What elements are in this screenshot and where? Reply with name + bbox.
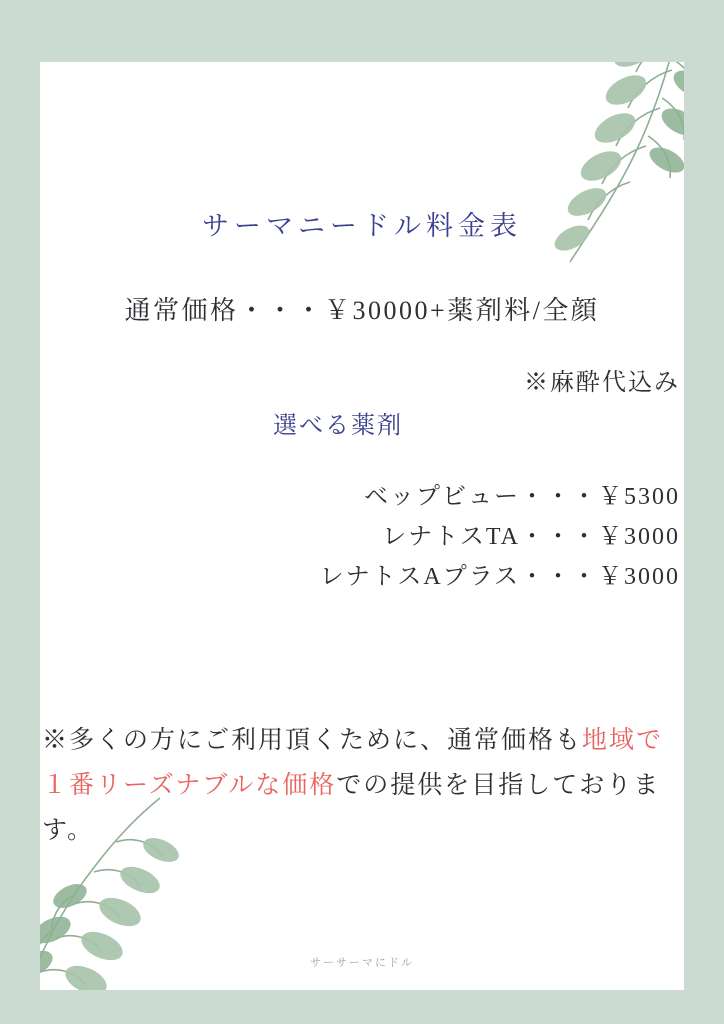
list-item xyxy=(320,517,680,557)
list-item xyxy=(320,477,680,517)
footnote xyxy=(42,718,682,853)
price-list-poster xyxy=(40,62,684,990)
page-title: サーマニードル料金表 xyxy=(202,211,522,241)
option-price: ￥3000 xyxy=(598,524,680,550)
footnote-part2: での提供を目指しております。 xyxy=(42,772,661,844)
option-price: ￥5300 xyxy=(598,484,680,510)
option-name: レナトスTA・・・ xyxy=(382,524,598,550)
footnote-highlight: 地域で１番リーズナブルな価格 xyxy=(42,727,664,799)
footer-caption: サーサーマにドル xyxy=(310,957,414,969)
option-name: レナトスAプラス・・・ xyxy=(319,564,598,590)
choose-drug-label: 選べる薬剤 xyxy=(273,413,403,439)
drug-options-list xyxy=(320,477,680,597)
anesthesia-note: ※麻酔代込み xyxy=(524,370,680,396)
regular-price-line: 通常価格・・・￥30000+薬剤料/全顔 xyxy=(124,296,600,325)
footnote-part1: ※多くの方にご利用頂くために、通常価格も xyxy=(42,727,583,754)
poster-content xyxy=(40,62,684,990)
list-item xyxy=(320,557,680,597)
option-name: ベップビュー・・・ xyxy=(364,484,598,510)
option-price: ￥3000 xyxy=(598,564,680,590)
